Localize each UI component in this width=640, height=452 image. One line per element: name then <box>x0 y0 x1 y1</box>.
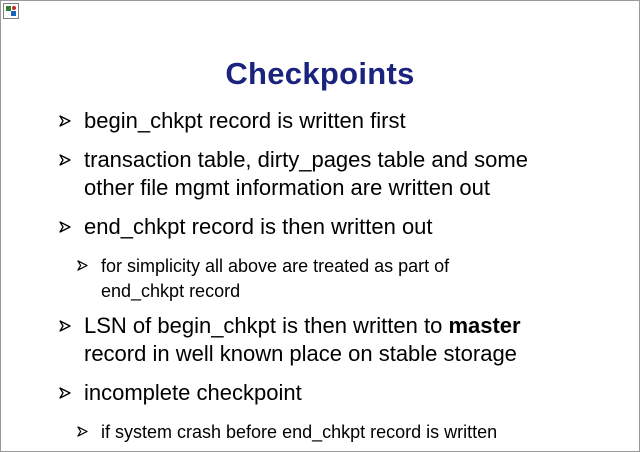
sub-bullet-text-continued: end_chkpt record <box>101 281 241 301</box>
arrowhead-bullet-icon <box>59 115 71 127</box>
arrowhead-bullet-icon <box>59 154 71 166</box>
bullet-text <box>84 312 521 340</box>
arrowhead-bullet-icon <box>77 260 88 271</box>
bullet-text-continued: record in well known place on stable storage <box>84 341 517 366</box>
bullet-text: begin_chkpt record is written first <box>84 108 406 133</box>
bullet-text: transaction table, dirty_pages table and some <box>84 147 528 172</box>
arrowhead-bullet-icon <box>59 221 71 233</box>
arrowhead-bullet-icon <box>77 426 88 437</box>
sub-bullet-text: for simplicity all above are treated as part of <box>101 256 450 276</box>
bullet-list <box>1 1 639 451</box>
arrowhead-bullet-icon <box>59 387 71 399</box>
bullet-text: incomplete checkpoint <box>84 380 302 405</box>
bullet-text-emphasis: master <box>448 313 521 338</box>
slide-title: Checkpoints <box>225 56 415 91</box>
sub-bullet-text: if system crash before end_chkpt record is written <box>101 422 498 442</box>
arrowhead-bullet-icon <box>59 320 71 332</box>
bullet-text-continued: other file mgmt information are written out <box>84 175 490 200</box>
bullet-text-part: LSN of begin_chkpt is then written to <box>84 313 449 338</box>
bullet-text: end_chkpt record is then written out <box>84 214 433 239</box>
